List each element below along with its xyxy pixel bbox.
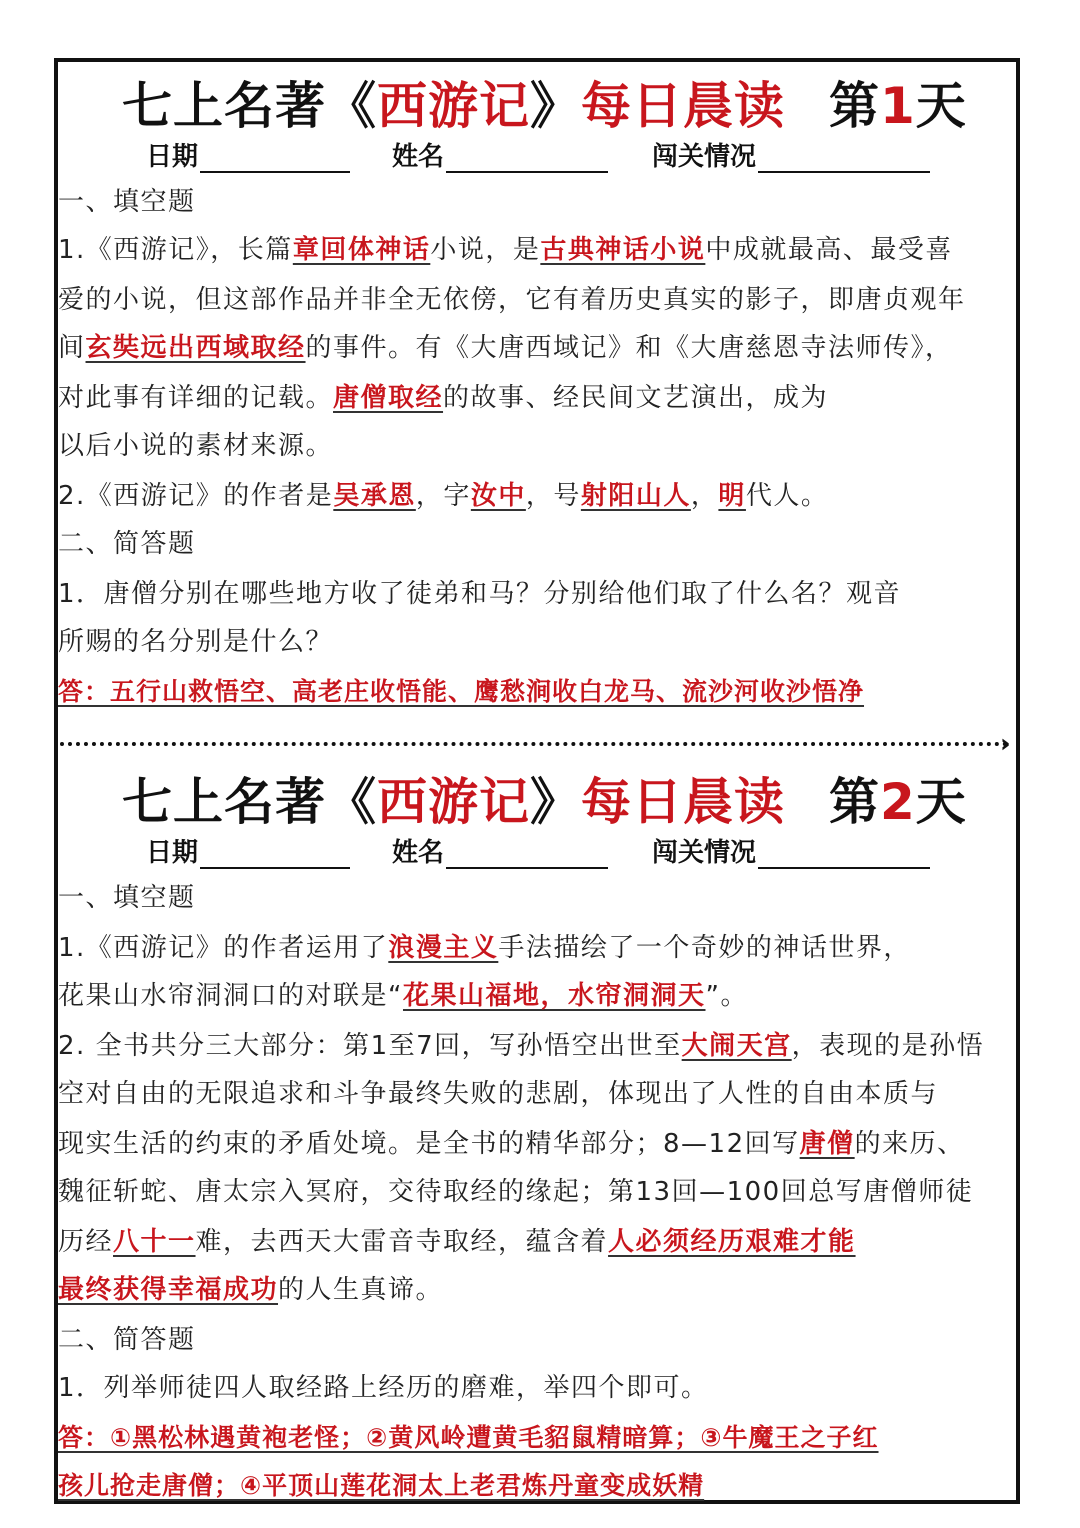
title-day-pre: 第 <box>829 77 880 135</box>
text: ”。 <box>705 981 748 1011</box>
text: 间 <box>58 333 86 363</box>
day1-q2 <box>58 478 828 514</box>
text: 的事件。有《大唐西域记》和《大唐慈恩寺法师传》， <box>305 333 953 363</box>
answer-blank: 明 <box>718 481 746 511</box>
day1-name-field[interactable] <box>392 136 608 173</box>
name-label: 姓名 <box>392 142 445 172</box>
day2-sq1: 1．列举师徒四人取经路上经历的磨难，举四个即可。 <box>58 1373 709 1403</box>
day2-status-field[interactable] <box>652 832 930 869</box>
day2-q2-line6 <box>58 1272 443 1308</box>
answer-blank: 汝中 <box>470 481 526 511</box>
dotted-divider <box>60 742 1008 746</box>
day2-q2-line2: 空对自由的无限追求和斗争最终失败的悲剧，体现出了人性的自由本质与 <box>58 1079 939 1109</box>
day2-q2-line1 <box>58 1028 984 1064</box>
answer-blank: 射阳山人 <box>580 481 691 511</box>
title-day-pre: 第 <box>829 773 880 831</box>
text: 中成就最高、最受喜 <box>705 235 953 265</box>
title-day-num: 2 <box>880 773 916 831</box>
day1-sq1-line2: 所赐的名分别是什么？ <box>58 627 334 657</box>
text: 历经 <box>58 1227 114 1257</box>
title-mid: 》 <box>530 77 581 135</box>
day2-name-field[interactable] <box>392 832 608 869</box>
day1-q1-line2: 爱的小说，但这部作品并非全无依傍，它有着历史真实的影子，即唐贞观年 <box>58 285 966 315</box>
title-daily: 每日晨读 <box>581 77 785 135</box>
title-book: 西游记 <box>377 773 530 831</box>
text: 手法描绘了一个奇妙的神话世界， <box>498 933 911 963</box>
text: 花果山水帘洞洞口的对联是“ <box>58 981 403 1011</box>
day2-q2-line3 <box>58 1126 965 1162</box>
text: ，字 <box>415 481 471 511</box>
answer-blank: 大闹天宫 <box>681 1031 792 1061</box>
day1-q1-line5: 以后小说的素材来源。 <box>58 431 334 461</box>
title-book: 西游记 <box>377 77 530 135</box>
title-day-post: 天 <box>915 77 967 135</box>
text: 的故事、经民间文艺演出，成为 <box>443 383 829 413</box>
text: 的来历、 <box>854 1129 965 1159</box>
text: 小说，是 <box>430 235 541 265</box>
day2-section2-heading: 二、简答题 <box>58 1325 196 1355</box>
status-label: 闯关情况 <box>652 142 757 172</box>
answer-blank: 玄奘远出西域取经 <box>85 333 306 363</box>
answer-blank: 八十一 <box>113 1227 196 1257</box>
day1-answer: 答：五行山救悟空、高老庄收悟能、鹰愁涧收白龙马、流沙河收沙悟净 <box>58 677 865 706</box>
answer-blank: 吴承恩 <box>333 481 416 511</box>
text: 2.《西游记》的作者是 <box>58 481 334 511</box>
text: 难，去西天大雷音寺取经，蕴含着 <box>195 1227 609 1257</box>
day2-q2-line5 <box>58 1224 856 1260</box>
day2-title <box>122 762 967 834</box>
day2-q1-line2 <box>58 978 748 1014</box>
text: 2. 全书共分三大部分：第1至7回，写孙悟空出世至 <box>58 1031 682 1061</box>
day1-q1-line1 <box>58 232 953 268</box>
answer-blank: 花果山福地，水帘洞洞天 <box>402 981 706 1011</box>
answer-blank: 古典神话小说 <box>540 235 706 265</box>
title-daily: 每日晨读 <box>581 773 785 831</box>
text: 现实生活的约束的矛盾处境。是全书的精华部分；8—12回写 <box>58 1129 800 1159</box>
text: ，号 <box>525 481 581 511</box>
title-day-post: 天 <box>915 773 967 831</box>
name-blank[interactable] <box>446 843 608 869</box>
status-label: 闯关情况 <box>652 838 757 868</box>
name-label: 姓名 <box>392 838 445 868</box>
answer-blank: 唐僧 <box>799 1129 855 1159</box>
text: 1.《西游记》，长篇 <box>58 235 293 265</box>
day2-answer-line1: 答：①黑松林遇黄袍老怪；②黄风岭遭黄毛貂鼠精暗算；③牛魔王之子红 <box>58 1423 879 1452</box>
day1-status-field[interactable] <box>652 136 930 173</box>
status-blank[interactable] <box>758 843 930 869</box>
text: ， <box>690 481 719 511</box>
answer-blank: 章回体神话 <box>292 235 431 265</box>
arrow-right-icon: › <box>1000 729 1011 759</box>
title-mid: 》 <box>530 773 581 831</box>
day1-title <box>122 66 967 138</box>
text: 1.《西游记》的作者运用了 <box>58 933 389 963</box>
answer-blank: 人必须经历艰难才能 <box>608 1227 856 1257</box>
answer-blank: 最终获得幸福成功 <box>58 1275 279 1305</box>
day2-answer-line2: 孩儿抢走唐僧；④平顶山莲花洞太上老君炼丹童变成妖精 <box>58 1471 705 1500</box>
day1-q1-line3 <box>58 330 953 366</box>
day2-section1-heading: 一、填空题 <box>58 883 196 913</box>
day1-section1-heading: 一、填空题 <box>58 187 196 217</box>
title-day-num: 1 <box>880 77 916 135</box>
text: 的人生真谛。 <box>278 1275 444 1305</box>
text: ，表现的是孙悟 <box>791 1031 985 1061</box>
date-blank[interactable] <box>200 843 350 869</box>
status-blank[interactable] <box>758 147 930 173</box>
day1-section2-heading: 二、简答题 <box>58 529 196 559</box>
text: 代人。 <box>745 481 829 511</box>
answer-blank: 浪漫主义 <box>388 933 499 963</box>
day2-date-field[interactable] <box>146 832 350 869</box>
name-blank[interactable] <box>446 147 608 173</box>
title-prefix: 七上名著《 <box>122 77 377 135</box>
date-label: 日期 <box>146 838 199 868</box>
answer-blank: 唐僧取经 <box>333 383 444 413</box>
day2-q1-line1 <box>58 930 911 966</box>
day1-date-field[interactable] <box>146 136 350 173</box>
text: 对此事有详细的记载。 <box>58 383 334 413</box>
date-blank[interactable] <box>200 147 350 173</box>
title-prefix: 七上名著《 <box>122 773 377 831</box>
day1-sq1-line1: 1．唐僧分别在哪些地方收了徒弟和马？分别给他们取了什么名？观音 <box>58 579 902 609</box>
date-label: 日期 <box>146 142 199 172</box>
day1-q1-line4 <box>58 380 828 416</box>
day2-q2-line4: 魏征斩蛇、唐太宗入冥府，交待取经的缘起；第13回—100回总写唐僧师徒 <box>58 1177 974 1207</box>
